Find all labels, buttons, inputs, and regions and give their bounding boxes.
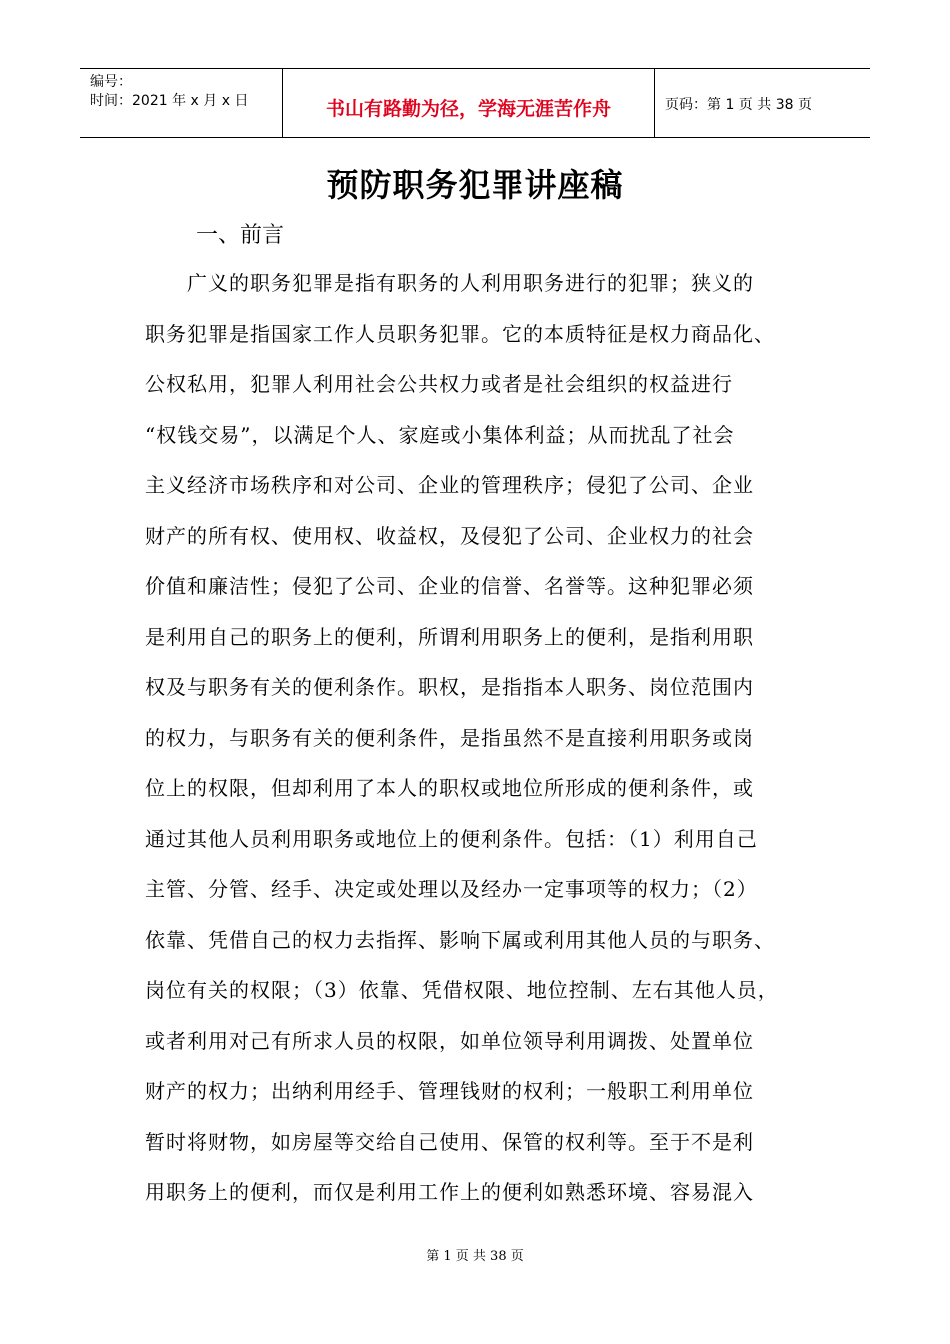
body-line: “权钱交易”，以满足个人、家庭或小集体利益；从而扰乱了社会 (145, 422, 735, 447)
body-line: 主管、分管、经手、决定或处理以及经办一定事项等的权力；（2） (145, 877, 758, 901)
body-paragraph (145, 258, 825, 1218)
body-line: 依靠、凭借自己的权力去指挥、影响下属或利用其他人员的与职务、 (145, 927, 775, 952)
document-title: 预防职务犯罪讲座稿 (326, 166, 624, 204)
header-motto: 书山有路勤为径，学海无涯苦作舟 (282, 69, 655, 137)
body-line: 通过其他人员利用职务或地位上的便利条件。包括：（1）利用自己 (145, 826, 758, 851)
header-page-info: 页码：第 1 页 共 38 页 (665, 97, 812, 113)
body-line: 岗位有关的权限；（3）依靠、凭借权限、地位控制、左右其他人员， (145, 978, 779, 1002)
body-line: 职务犯罪是指国家工作人员职务犯罪。它的本质特征是权力商品化、 (145, 321, 775, 346)
body-line: 财产的权力；出纳利用经手、管理钱财的权利；一般职工利用单位 (145, 1079, 754, 1103)
body-line: 广义的职务犯罪是指有职务的人利用职务进行的犯罪；狭义的 (145, 271, 754, 295)
body-line: 或者利用对己有所求人员的权限，如单位领导利用调拨、处置单位 (145, 1028, 754, 1053)
section-heading: 一、前言 (196, 223, 285, 248)
body-line: 暂时将财物，如房屋等交给自己使用、保管的权利等。至于不是利 (145, 1129, 754, 1154)
document-date: 时间：2021 年 x 月 x 日 (90, 93, 249, 109)
body-line: 是利用自己的职务上的便利，所谓利用职务上的便利，是指利用职 (145, 624, 754, 649)
document-number-label: 编号： (90, 74, 132, 90)
body-line: 主义经济市场秩序和对公司、企业的管理秩序；侵犯了公司、企业 (145, 473, 754, 497)
body-line: 的权力，与职务有关的便利条件，是指虽然不是直接利用职务或岗 (145, 725, 754, 750)
body-line: 公权私用，犯罪人利用社会公共权力或者是社会组织的权益进行 (145, 372, 733, 396)
header-meta (80, 69, 282, 137)
page-footer: 第 1 页 共 38 页 (426, 1249, 524, 1264)
body-line: 用职务上的便利，而仅是利用工作上的便利如熟悉环境、容易混入 (145, 1180, 754, 1204)
document-header (80, 68, 870, 138)
body-line: 位上的权限，但却利用了本人的职权或地位所形成的便利条件，或 (145, 776, 754, 800)
body-line: 财产的所有权、使用权、收益权，及侵犯了公司、企业权力的社会 (145, 523, 754, 548)
body-line: 价值和廉洁性；侵犯了公司、企业的信誉、名誉等。这种犯罪必须 (145, 574, 754, 598)
body-line: 权及与职务有关的便利条作。职权，是指指本人职务、岗位范围内 (145, 675, 754, 699)
